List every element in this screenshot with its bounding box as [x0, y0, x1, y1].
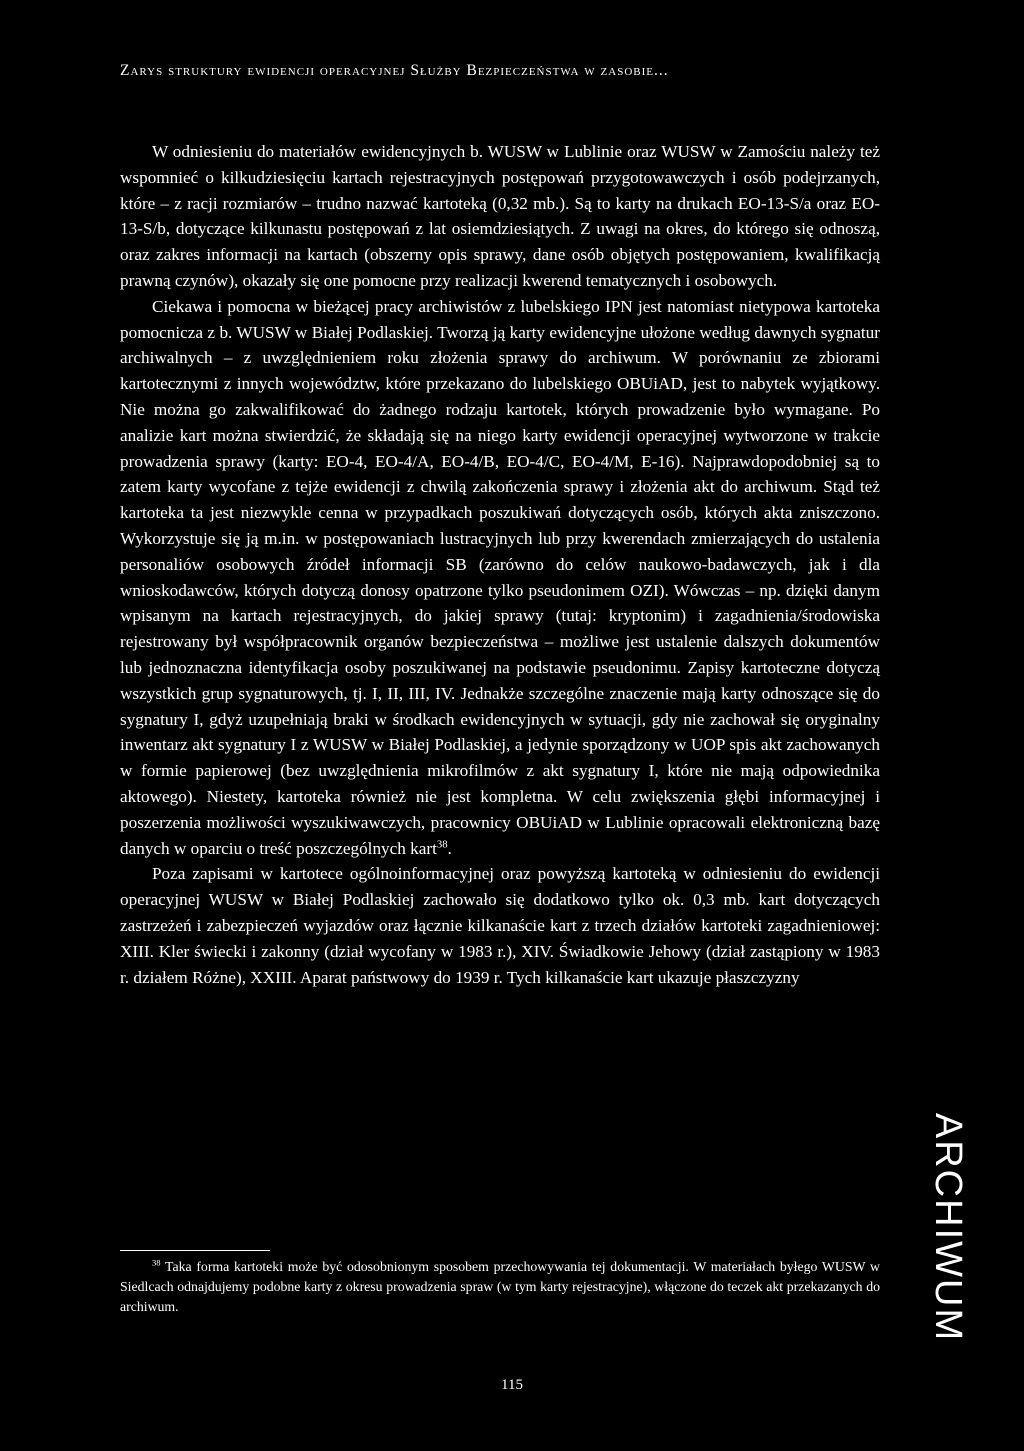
footnote-divider	[120, 1250, 270, 1251]
footnote-reference-38[interactable]: 38	[436, 838, 448, 850]
paragraph-2-end: .	[447, 838, 452, 858]
footnotes	[120, 1257, 880, 1317]
footnote-number: 38	[152, 1257, 161, 1268]
paragraph-1: W odniesieniu do materiałów ewidencyjnych b. WUSW w Lublinie oraz WUSW w Zamościu należy też wspomnieć o kilkudziesięciu kartach rejestracyjnych postępowań przygotowawczych i osób podejrzanych, które – z racji rozmiarów – trudno nazwać kartoteką (0,32 mb.). Są to karty na drukach EO-13-S/a oraz EO-13-S/b, dotyczące kilkunastu postępowań z lat osiemdziesiątych. Z uwagi na okres, do którego się odnoszą, oraz zakres informacji na kartach (obszerny opis sprawy, dane osób objętych postępowaniem, kwalifikacją prawną czynów), okazały się one pomocne przy realizacji kwerend tematycznych i osobowych.	[120, 142, 880, 290]
page-number: 115	[501, 1377, 523, 1393]
side-label	[922, 1112, 974, 1343]
main-text	[120, 139, 880, 990]
paragraph-2-text: Ciekawa i pomocna w bieżącej pracy archiwistów z lubelskiego IPN jest natomiast nietypowa kartoteka pomocnicza z b. WUSW w Białej Podlaskiej. Tworzą ją karty ewidencyjne ułożone według dawnych sygnatur archiwalnych – z uwzględnieniem roku złożenia sprawy do archiwum. W porównaniu ze zbiorami kartotecznymi z innych województw, które przekazano do lubelskiego OBUiAD, jest to nabytek wyjątkowy. Nie można go zakwalifikować do żadnego rodzaju kartotek, których prowadzenie było wymagane. Po analizie kart można stwierdzić, że składają się na niego karty ewidencji operacyjnej wytworzone w trakcie prowadzenia sprawy (karty: EO-4, EO-4/A, EO-4/B, EO-4/C, EO-4/M, E-16). Najprawdopodobniej są to zatem karty wycofane z tejże ewidencji z chwilą zakończenia sprawy i złożenia akt do archiwum. Stąd też kartoteka ta jest niezwykle cenna w przypadkach poszukiwań dotyczących osób, których akta zniszczono. Wykorzystuje się ją m.in. w postępowaniach lustracyjnych lub przy kwerendach zmierzających do ustalenia personaliów osobowych źródeł informacji SB (zarówno do celów naukowo-badawczych, jak i dla wnioskodawców, których dotyczą donosy opatrzone tylko pseudonimem OZI). Wówczas – np. dzięki danym wpisanym na kartach rejestracyjnych, do jakiej sprawy (tutaj: kryptonim) i zagadnienia/środowiska rejestrowany był współpracownik organów bezpieczeństwa – możliwe jest ustalenie dalszych dokumentów lub jednoznaczna identyfikacja osoby poszukiwanej na podstawie pseudonimu. Zapisy kartoteczne dotyczą wszystkich grup sygnaturowych, tj. I, II, III, IV. Jednakże szczególne znaczenie mają karty odnoszące się do sygnatury I, gdyż uzupełniają braki w środkach ewidencyjnych w sytuacji, gdy nie zachował się oryginalny inwentarz akt sygnatury I z WUSW w Białej Podlaskiej, a jedynie sporządzony w UOP spis akt zachowanych w formie papierowej (bez uwzględnienia mikrofilmów z akt sygnatury I, które nie mają odpowiednika aktowego). Niestety, kartoteka również nie jest kompletna. W celu zwiększenia głębi informacyjnej i poszerzenia możliwości wyszukiwawczych, pracownicy OBUiAD w Lublinie opracowali elektroniczną bazę danych w oparciu o treść poszczególnych kart	[120, 296, 880, 858]
paragraph-3: Poza zapisami w kartotece ogólnoinformacyjnej oraz powyższą kartoteką w odniesieniu do ewidencji operacyjnej WUSW w Białej Podlaskiej zachowało się dodatkowo tylko ok. 0,3 mb. kart dotyczących zastrzeżeń i zabezpieczeń wyjazdów oraz łącznie kilkanaście kart z trzech działów kartoteki zagadnieniowej: XIII. Kler świecki i zakonny (dział wycofany w 1983 r.), XIV. Świadkowie Jehowy (dział zastąpiony w 1983 r. działem Różne), XXIII. Aparat państwowy do 1939 r. Tych kilkanaście kart ukazuje płaszczyzny	[120, 864, 880, 987]
running-header: Zarys struktury ewidencji operacyjnej Służby Bezpieczeństwa w zasobie...	[120, 62, 669, 79]
side-label-text: ARCHIWUM	[927, 1112, 970, 1343]
paragraph-2	[120, 294, 880, 862]
footnote-text: Taka forma kartoteki może być odosobnionym sposobem przechowywania tej dokumentacji. W materiałach byłego WUSW w Siedlcach odnajdujemy podobne karty z okresu prowadzenia spraw (w tym karty rejestracyjne), włączone do teczek akt przekazanych do archiwum.	[120, 1259, 880, 1314]
footnote-38	[120, 1257, 880, 1317]
